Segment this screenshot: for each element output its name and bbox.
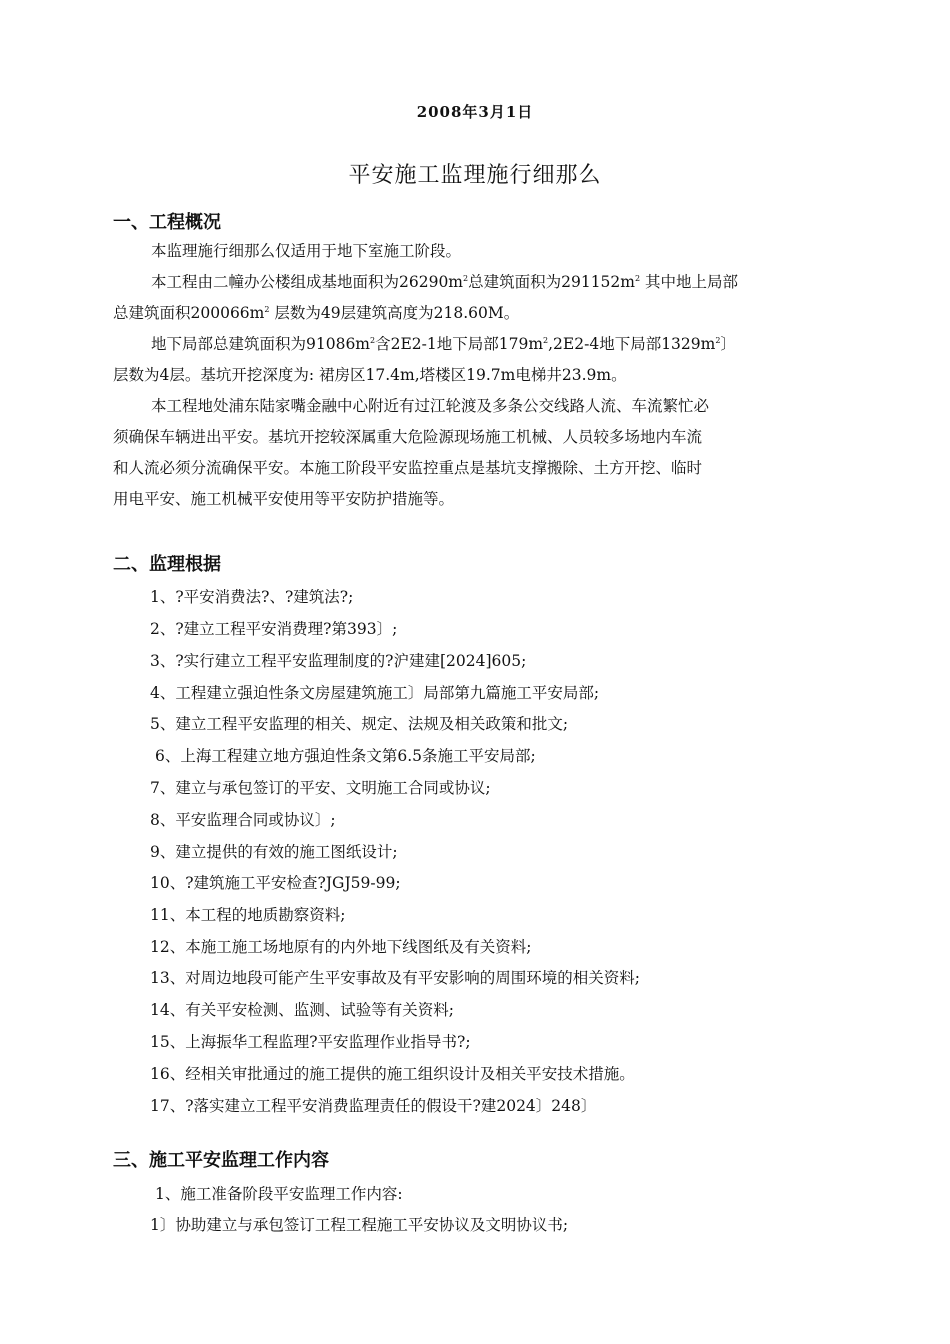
basis-item: 12、本施工施工场地原有的内外地下线图纸及有关资料; xyxy=(150,938,532,956)
overview-p2-line1: 本工程由二幢办公楼组成基地面积为$26290m^2$总建筑面积为$291152m^2$ 其中地上局部 xyxy=(151,273,739,291)
basis-item: 15、上海振华工程监理?平安监理作业指导书?; xyxy=(150,1033,471,1051)
section-heading-basis: 二、监理根据 xyxy=(113,554,221,575)
work-content-item: 1〕协助建立与承包签订工程工程施工平安协议及文明协议书; xyxy=(150,1216,569,1234)
document-date: 2008年3月1日 xyxy=(416,103,534,121)
basis-item: 17、?落实建立工程平安消费监理责任的假设干?建2024〕248〕 xyxy=(150,1097,597,1115)
basis-item: 6、上海工程建立地方强迫性条文第6.5条施工平安局部; xyxy=(155,747,536,765)
basis-item: 8、平安监理合同或协议〕; xyxy=(150,811,336,829)
overview-p4-line4: 用电平安、施工机械平安使用等平安防护措施等。 xyxy=(113,490,455,508)
overview-paragraphs xyxy=(113,236,848,515)
basis-item: 11、本工程的地质勘察资料; xyxy=(150,906,346,924)
section-heading-work-content: 三、施工平安监理工作内容 xyxy=(113,1150,329,1171)
work-content-item: 1、施工准备阶段平安监理工作内容: xyxy=(155,1185,403,1203)
overview-p3-line2: 层数为4层。基坑开挖深度为: 裙房区17.4m,塔楼区19.7m电梯井23.9m。 xyxy=(113,366,627,384)
overview-p2-line2: 总建筑面积$200066m^2$ 层数为49层建筑高度为218.60M。 xyxy=(113,304,520,322)
basis-item: 14、有关平安检测、监测、试验等有关资料; xyxy=(150,1001,454,1019)
basis-item: 3、?实行建立工程平安监理制度的?沪建建[2024]605; xyxy=(150,652,527,670)
overview-p4-line1: 本工程地处浦东陆家嘴金融中心附近有过江轮渡及多条公交线路人流、车流繁忙必 xyxy=(151,397,710,415)
document-title: 平安施工监理施行细那么 xyxy=(348,163,602,188)
overview-p4-line2: 须确保车辆进出平安。基坑开挖较深属重大危险源现场施工机械、人员较多场地内车流 xyxy=(113,428,703,446)
basis-item: 9、建立提供的有效的施工图纸设计; xyxy=(150,843,398,861)
basis-item: 1、?平安消费法?、?建筑法?; xyxy=(150,588,354,606)
basis-item: 16、经相关审批通过的施工提供的施工组织设计及相关平安技术措施。 xyxy=(150,1065,635,1083)
basis-item: 2、?建立工程平安消费理?第393〕; xyxy=(150,620,398,638)
overview-p3-line1: 地下局部总建筑面积为$91086m^2$含2E2-1地下局部$179m^2,2E2-4$地下局部$1329m^2$〕 xyxy=(151,335,736,353)
section-heading-overview: 一、工程概况 xyxy=(113,212,221,233)
overview-p4-line3: 和人流必须分流确保平安。本施工阶段平安监控重点是基坑支撑搬除、土方开挖、临时 xyxy=(113,459,703,477)
basis-item: 5、建立工程平安监理的相关、规定、法规及相关政策和批文; xyxy=(150,715,569,733)
basis-item: 4、工程建立强迫性条文房屋建筑施工〕局部第九篇施工平安局部; xyxy=(150,684,600,702)
basis-item: 10、?建筑施工平安检查?JGJ59-99; xyxy=(150,874,401,892)
basis-item: 13、对周边地段可能产生平安事故及有平安影响的周围环境的相关资料; xyxy=(150,969,640,987)
basis-item: 7、建立与承包签订的平安、文明施工合同或协议; xyxy=(150,779,491,797)
overview-p1: 本监理施行细那么仅适用于地下室施工阶段。 xyxy=(151,242,462,260)
